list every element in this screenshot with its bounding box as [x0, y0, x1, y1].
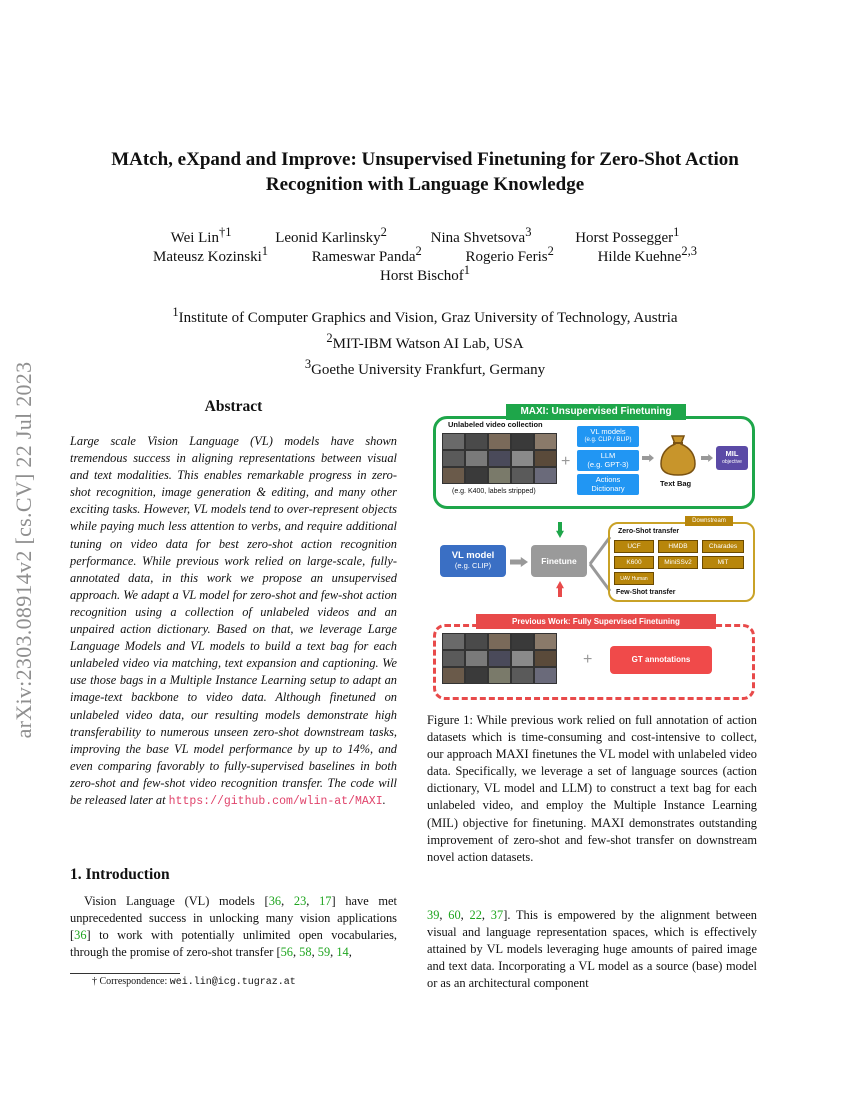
- author: Rameswar Panda$^2$: [311, 244, 422, 265]
- previous-work-title: Previous Work: Fully Supervised Finetuning: [476, 614, 716, 629]
- mil-box: MIL objective: [716, 446, 748, 470]
- title-line-1: MAtch, eXpand and Improve: Unsupervised Finetuning for Zero-Shot Action: [111, 149, 739, 170]
- abstract-body: Large scale Vision Language (VL) models have shown tremendous success in aligning representations between visual and text modalities. This enables remarkable progress in zero-shot recognition, image generation & editing, and many other exciting tasks. However, VL models tend to over-represent objects while paying much less attention to verbs, and require additional tuning on video data for best zero-shot action recognition performance. While previous work relied on large-scale, fully-annotated data, in this work we propose an unsupervised approach. We adapt a VL model for zero-shot and few-shot action recognition using a collection of unlabeled videos and an unpaired action dictionary. Based on that, we leverage Large Language Models and VL models to build a text bag for each unlabeled video via matching, text expansion and captioning. We use those bags in a Multiple Instance Learning setup to adapt an image-text backbone to video data. Although finetuned on unlabeled video data, our resulting models demonstrate high transferability to numerous unseen zero-shot downstream tasks, improving the base VL model performance by up to 14%, and even comparing favorably to fully-supervised baselines in both zero-shot and few-shot video recognition transfer. The code will be released later at https://github.com/wlin-at/MAXI.: [70, 434, 397, 808]
- down-arrow-icon: [556, 522, 564, 538]
- k400-label: (e.g. K400, labels stripped): [452, 488, 536, 495]
- video-thumbnails: [442, 633, 558, 687]
- dataset-hmdb: HMDB: [658, 540, 698, 553]
- title-line-2: Recognition with Language Knowledge: [265, 174, 585, 195]
- figure-1: [428, 398, 760, 703]
- dataset-k600: K600: [614, 556, 654, 569]
- author: Horst Bischof$^1$: [380, 263, 470, 284]
- dataset-uav-human: UAV Human: [614, 572, 654, 585]
- footnote: † Correspondence: wei.lin@icg.tugraz.at: [92, 976, 296, 988]
- text-bag-label: Text Bag: [660, 479, 692, 488]
- author: Hilde Kuehne$^{2,3}$: [597, 244, 697, 265]
- video-thumbnails: [442, 433, 558, 487]
- arrow-icon: [510, 557, 528, 567]
- affiliation: $^1$Institute of Computer Graphics and Vision, Graz University of Technology, Austria: [172, 305, 678, 326]
- author: Leonid Karlinsky$^2$: [275, 225, 387, 246]
- plus-icon: +: [583, 651, 593, 668]
- downstream-tag: Downstream: [685, 516, 733, 526]
- author-row-3: [70, 263, 780, 285]
- vl-model-box: VL model (e.g. CLIP): [440, 545, 506, 577]
- code-link[interactable]: https://github.com/wlin-at/MAXI: [168, 794, 383, 808]
- arxiv-id: arXiv:2303.08914v2 [cs.CV] 22 Jul 2023: [11, 361, 36, 739]
- dataset-ucf: UCF: [614, 540, 654, 553]
- section-heading: 1. Introduction: [70, 866, 170, 883]
- arxiv-sidebar: [6, 300, 42, 800]
- actions-dictionary-box: Actions Dictionary: [577, 474, 639, 495]
- dataset-minissv2: MiniSSv2: [658, 556, 698, 569]
- right-column-paragraph: 39, 60, 22, 37]. This is empowered by the alignment between visual and language representation spaces, which is effectively attained by VL models leveraging huge amounts of paired image and text data. Incorporating a VL model as a source (base) model or as an architectural component: [427, 908, 758, 991]
- llm-box: LLM (e.g. GPT-3): [577, 450, 639, 471]
- footnote-rule: [70, 973, 180, 974]
- affiliation: $^3$Goethe University Frankfurt, Germany: [304, 357, 546, 378]
- dataset-mit: MiT: [702, 556, 744, 569]
- affiliation: $^2$MIT-IBM Watson AI Lab, USA: [326, 331, 524, 352]
- figure-caption: Figure 1: While previous work relied on full annotation of action datasets which is time-consuming and cost-intensive to collect, our approach MAXI finetunes the VL model with unlabeled video data. Specifically, we leverage a set of language sources (action dictionary, VL model and LLM) to construct a text bag for each unlabeled video, and employ the Multiple Instance Learning (MIL) objective for finetuning. MAXI demonstrates outstanding improvement of zero-shot and few-shot transfer on downstream novel action datasets.: [427, 713, 757, 864]
- few-shot-label: Few-Shot transfer: [616, 589, 676, 596]
- maxi-title: MAXI: Unsupervised Finetuning: [506, 404, 686, 420]
- text-bag-icon: [657, 432, 699, 476]
- plus-icon: +: [561, 453, 571, 470]
- author: Horst Possegger$^1$: [575, 225, 680, 246]
- author: Mateusz Kozinski$^1$: [153, 244, 269, 265]
- unlabeled-label: Unlabeled video collection: [448, 420, 543, 429]
- abstract-text: Large scale Vision Language (VL) models have shown tremendous success in aligning representations between visual and text modalities. This enables remarkable progress in zero-shot recognition, image generation & editing, and many other exciting tasks. However, VL models tend to over-represent objects while paying much less attention to verbs, and require additional tuning on video data for best zero-shot action recognition performance. While previous work relied on large-scale, fully-annotated data, in this work we propose an unsupervised approach. We adapt a VL model for zero-shot and few-shot action recognition using a collection of unlabeled videos and an unpaired action dictionary. Based on that, we leverage Large Language Models and VL models to build a text bag for each unlabeled video via matching, text expansion and captioning. We use those bags in a Multiple Instance Learning setup to adapt an image-text backbone to video data. Although finetuned on unlabeled video data, our resulting models demonstrate high transferability to numerous unseen zero-shot downstream tasks, improving the base VL model performance by up to 14%, and even comparing favorably to fully-supervised baselines in both zero-shot and few-shot video recognition transfer. The code will be released later at: [70, 434, 397, 807]
- gt-annotations-box: GT annotations: [610, 646, 712, 674]
- author: Wei Lin$^{\dagger 1}$: [170, 225, 232, 246]
- dataset-charades: Charades: [702, 540, 744, 553]
- abstract-heading: Abstract: [204, 398, 263, 415]
- author: Rogerio Feris$^2$: [465, 244, 554, 265]
- up-arrow-icon: [556, 581, 564, 597]
- finetune-box: Finetune: [531, 545, 587, 577]
- paper-title: [70, 147, 780, 197]
- vl-models-box: VL models (e.g. CLIP / BLIP): [577, 426, 639, 447]
- intro-paragraph: Vision Language (VL) models [36, 23, 17] have met unprecedented success in unlocking many vision applications [36] to work with potentially unlimited open vocabularies, through the promise of zero-shot transfer [56, 58, 59, 14,: [70, 894, 397, 960]
- author: Nina Shvetsova$^3$: [430, 225, 532, 246]
- affiliations: [70, 302, 780, 380]
- zero-shot-label: Zero-Shot transfer: [618, 528, 680, 535]
